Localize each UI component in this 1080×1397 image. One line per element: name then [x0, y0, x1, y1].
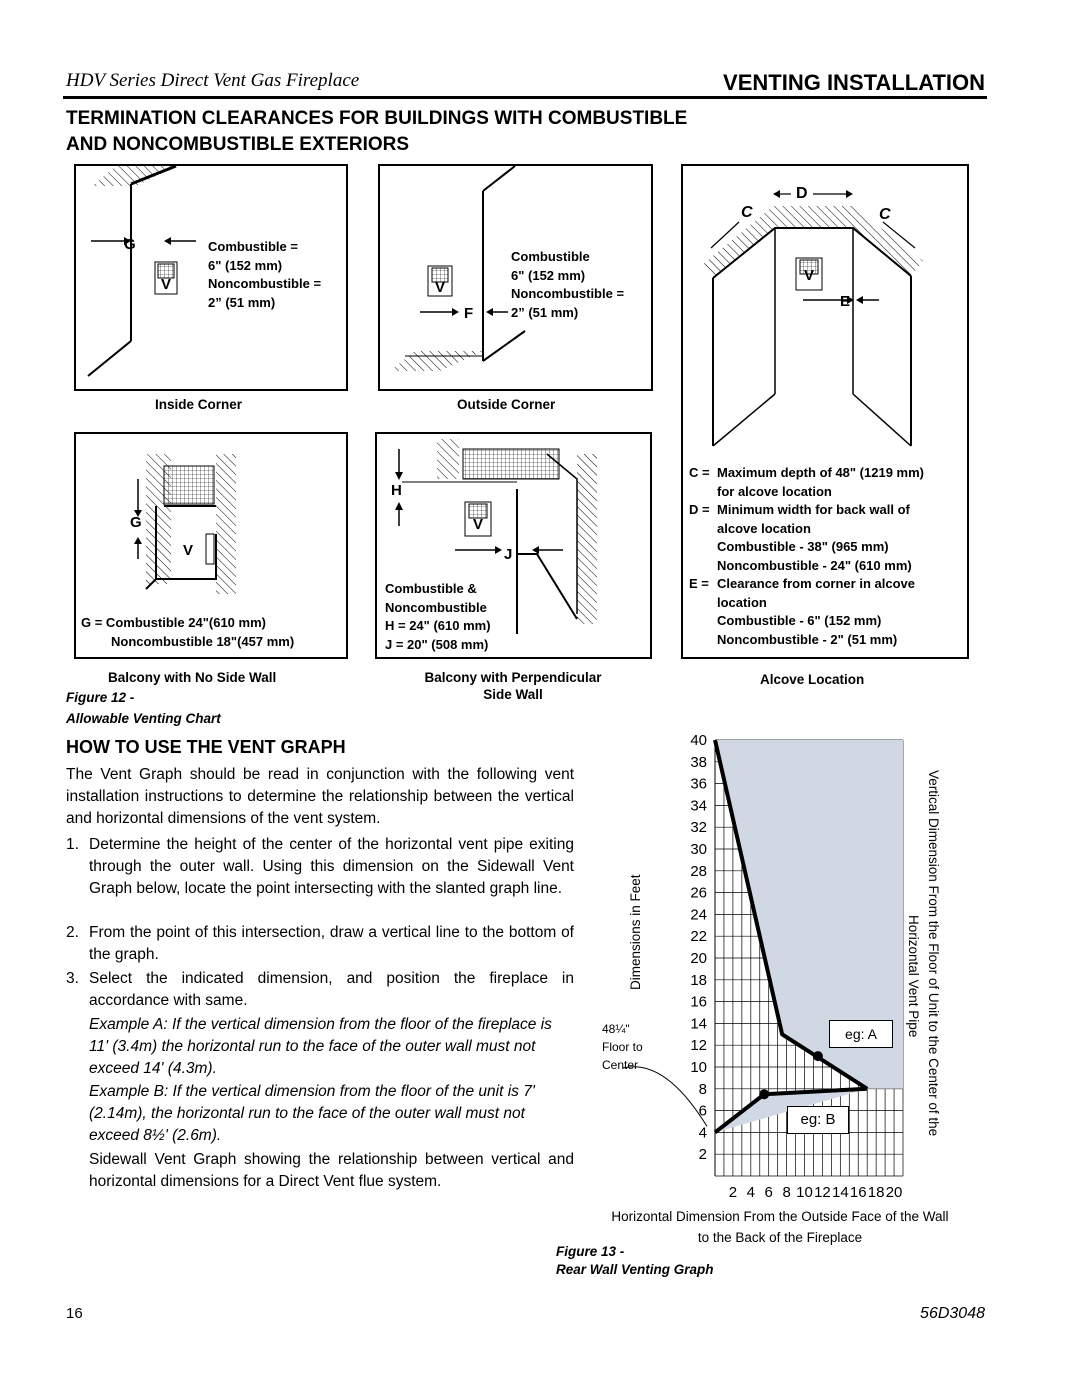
legend-line: Noncombustible - 2" (51 mm) [717, 631, 898, 647]
example-point [759, 1089, 769, 1099]
y-tick-label: 12 [690, 1037, 707, 1055]
outside-corner-caption: Outside Corner [457, 397, 556, 412]
y-tick-label: 34 [690, 797, 707, 815]
y-axis-label-text: Dimensions in Feet [628, 874, 643, 990]
example-point [813, 1051, 823, 1061]
legend-text [717, 464, 924, 501]
letter-v: V [161, 276, 172, 293]
y-tick-label: 2 [698, 1146, 707, 1164]
balcony-perp-clearance [385, 580, 491, 654]
floor-note-line: Center [602, 1058, 639, 1072]
header-rule [63, 96, 987, 99]
example-a: Example A: If the vertical dimension from the floor of the fireplace is 11' (3.4m) the horizontal run to the face of the outer wall must not exceed 14' (4.3m). [89, 1016, 552, 1077]
doc-number: 56D3048 [920, 1305, 985, 1322]
legend-line: Combustible - 38" (965 mm) [717, 539, 889, 554]
eg-a-label: eg: A [829, 1020, 893, 1048]
y-tick-label: 14 [690, 1015, 707, 1033]
letter-v: V [183, 542, 194, 559]
balcony-no-side-wall-diagram [74, 432, 348, 659]
section-heading-line2: AND NONCOMBUSTIBLE EXTERIORS [66, 134, 410, 155]
legend-line: Combustible - 6" (152 mm) [717, 613, 882, 628]
step-number: 3. [66, 970, 79, 987]
legend-entry-e-values [689, 612, 965, 649]
letter-v: V [804, 267, 815, 284]
letter-v: V [473, 516, 484, 533]
figure-12-title: Allowable Venting Chart [66, 711, 221, 726]
legend-entry-d-values [689, 538, 965, 575]
clearance-line: Noncombustible 18"(457 mm) [111, 633, 295, 649]
legend-line: Minimum width for back wall of [717, 502, 910, 517]
outside-corner-diagram [378, 164, 653, 391]
x-tick-label: 6 [764, 1184, 773, 1201]
letter-f: F [464, 305, 474, 322]
y-tick-label: 22 [690, 928, 707, 946]
floor-note-line: Floor to [602, 1040, 643, 1054]
clearance-line: 2” (51 mm) [208, 294, 276, 310]
caption-line: Balcony with Perpendicular [424, 670, 602, 685]
clearance-line: Combustible = [208, 239, 298, 254]
y-axis-label [628, 874, 648, 990]
x-caption-line: to the Back of the Fireplace [697, 1230, 863, 1245]
legend-line: alcove location [717, 520, 811, 536]
legend-text [717, 612, 897, 649]
right-axis-label [903, 770, 943, 1200]
x-tick-label: 20 [885, 1184, 903, 1201]
clearance-line: H = 24" (610 mm) [385, 618, 491, 633]
y-tick-label: 26 [690, 884, 707, 902]
y-tick-label: 36 [690, 775, 707, 793]
x-caption-line: Horizontal Dimension From the Outside Face of the Wall [611, 1209, 949, 1224]
example-b: Example B: If the vertical dimension from the floor of the unit is 7' (2.14m), the horizontal run to the face of the outer wall must not exceed 8½' (2.6m). [89, 1083, 535, 1144]
eg-b-label: eg: B [787, 1106, 849, 1134]
legend-key [689, 538, 717, 575]
how-to-intro: The Vent Graph should be read in conjunction with the following vent installation instructions to determine the relationship between the vertical and horizontal dimensions of the vent system. [66, 766, 574, 827]
step-number: 1. [66, 836, 79, 853]
legend-text [717, 538, 912, 575]
legend-entry-e [689, 575, 965, 612]
legend-key: C = [689, 465, 710, 480]
letter-h: H [391, 482, 402, 499]
legend-line: location [717, 594, 767, 610]
legend-key: D = [689, 502, 710, 517]
legend-line: for alcove location [717, 483, 832, 499]
clearance-line: 6" (152 mm) [208, 257, 283, 273]
clearance-line: J = 20" (508 mm) [385, 636, 489, 652]
letter-e: E [840, 293, 851, 310]
y-tick-label: 30 [690, 841, 707, 858]
letter-c-right: C [879, 206, 891, 223]
x-axis-caption [560, 1206, 1000, 1248]
figure-13-title: Rear Wall Venting Graph [556, 1262, 714, 1277]
y-tick-label: 32 [690, 819, 707, 837]
y-tick-label: 20 [690, 950, 707, 967]
letter-g: G [130, 514, 142, 531]
page-number: 16 [66, 1305, 83, 1322]
alcove-diagram [681, 164, 969, 659]
figure-12-label: Figure 12 - [66, 690, 135, 705]
step-text: Select the indicated dimension, and position the fireplace in accordance with same. [89, 970, 574, 1009]
clearance-line: Noncombustible [385, 599, 487, 615]
letter-v: V [435, 279, 446, 296]
alcove-caption: Alcove Location [760, 672, 865, 687]
y-tick-label: 18 [690, 971, 707, 989]
closing-text: Sidewall Vent Graph showing the relationship between vertical and horizontal dimensions for a Direct Vent flue system. [89, 1151, 574, 1190]
right-label-line: Vertical Dimension From the Floor of Unit to the Center of the [926, 770, 941, 1137]
x-tick-label: 8 [782, 1184, 791, 1201]
letter-j: J [504, 546, 513, 563]
legend-entry-c [689, 464, 965, 501]
inside-corner-caption: Inside Corner [155, 397, 243, 412]
how-to-heading: HOW TO USE THE VENT GRAPH [66, 737, 346, 757]
series-title: HDV Series Direct Vent Gas Fireplace [66, 70, 360, 91]
x-tick-label: 16 [849, 1184, 867, 1201]
clearance-line: Combustible & [385, 581, 477, 596]
legend-line: Clearance from corner in alcove [717, 576, 915, 591]
legend-line: Maximum depth of 48" (1219 mm) [717, 465, 924, 480]
clearance-line: G = Combustible 24"(610 mm) [81, 615, 266, 630]
letter-d: D [796, 185, 808, 202]
floor-note-line: 48¼" [602, 1022, 630, 1036]
legend-text [717, 575, 915, 612]
x-tick-label: 14 [831, 1184, 849, 1201]
alcove-legend [689, 464, 965, 649]
legend-text [717, 501, 910, 538]
inside-corner-clearance [208, 238, 321, 312]
letter-g: G [124, 236, 136, 253]
step-number: 2. [66, 924, 79, 941]
legend-entry-d [689, 501, 965, 538]
step-text: From the point of this intersection, draw a vertical line to the bottom of the graph. [89, 924, 574, 963]
alcove-drawing [683, 166, 967, 456]
x-tick-label: 2 [728, 1184, 738, 1201]
balcony-perp-caption [408, 670, 618, 702]
y-tick-label: 8 [698, 1080, 707, 1098]
clearance-line: 6" (152 mm) [511, 267, 586, 283]
x-tick-label: 18 [867, 1184, 885, 1201]
y-tick-label: 40 [690, 732, 707, 749]
outside-corner-clearance [511, 248, 624, 322]
y-tick-label: 24 [690, 906, 707, 924]
x-tick-label: 10 [796, 1184, 813, 1201]
y-tick-label: 16 [690, 993, 707, 1011]
legend-key [689, 612, 717, 649]
letter-c-left: C [741, 204, 753, 221]
x-tick-label: 4 [746, 1184, 755, 1201]
balcony-no-side-caption: Balcony with No Side Wall [108, 670, 277, 685]
y-tick-label: 10 [690, 1059, 707, 1076]
section-title: VENTING INSTALLATION [723, 70, 985, 95]
inside-corner-diagram [74, 164, 348, 391]
clearance-line: 2” (51 mm) [511, 304, 579, 320]
legend-line: Noncombustible - 24" (610 mm) [717, 557, 912, 573]
right-label-line: Horizontal Vent Pipe [906, 915, 921, 1038]
y-tick-label: 38 [690, 753, 707, 771]
figure-13-label: Figure 13 - [556, 1244, 625, 1259]
clearance-line: Noncombustible = [511, 286, 625, 301]
x-tick-label: 12 [814, 1184, 831, 1201]
y-tick-label: 6 [698, 1102, 707, 1120]
y-tick-label: 4 [698, 1124, 707, 1142]
balcony-perpendicular-diagram [375, 432, 652, 659]
caption-line: Side Wall [483, 687, 543, 702]
step-text: Determine the height of the center of the horizontal vent pipe exiting through the outer wall. Using this dimension on the Sidewall Vent Graph below, locate the point intersecting with the slanted graph line. [89, 836, 574, 897]
clearance-line: Combustible [511, 249, 590, 264]
legend-key: E = [689, 576, 709, 591]
balcony-no-side-clearance [81, 614, 343, 651]
section-heading-line1: TERMINATION CLEARANCES FOR BUILDINGS WITH COMBUSTIBLE [66, 108, 688, 129]
y-tick-label: 28 [690, 862, 707, 880]
floor-note [602, 1020, 643, 1074]
clearance-line: Noncombustible = [208, 276, 322, 291]
